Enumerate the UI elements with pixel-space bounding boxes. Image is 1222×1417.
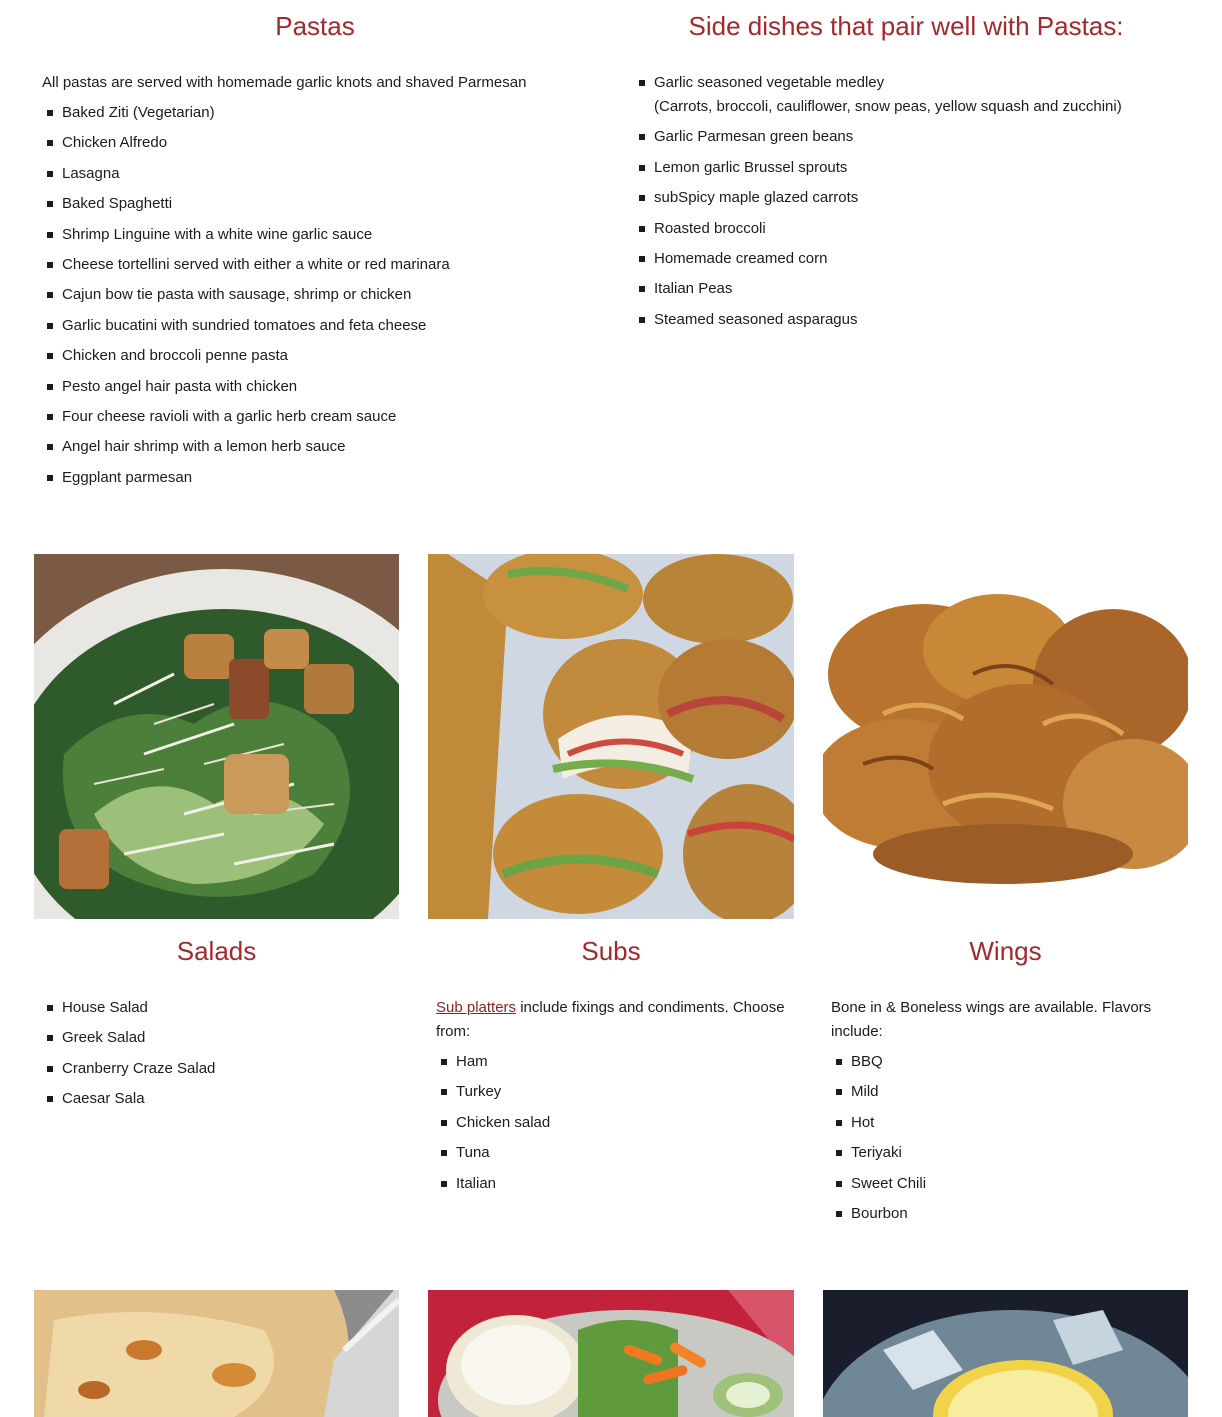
list-item: Eggplant parmesan (42, 466, 602, 490)
list-item: Chicken Alfredo (42, 131, 602, 155)
subs-heading: Subs (581, 936, 641, 966)
list-item: Italian (436, 1172, 786, 1196)
list-item: Bourbon (831, 1202, 1181, 1226)
list-item: Baked Ziti (Vegetarian) (42, 101, 602, 125)
list-item: Roasted broccoli (634, 217, 1204, 241)
list-item: Cajun bow tie pasta with sausage, shrimp or chicken (42, 283, 602, 307)
list-item: Baked Spaghetti (42, 192, 602, 216)
list-item: Lemon garlic Brussel sprouts (634, 156, 1204, 180)
wings-intro: Bone in & Boneless wings are available. Flavors include: (831, 999, 1152, 1040)
list-item: Lasagna (42, 162, 602, 186)
list-item: Caesar Sala (42, 1087, 397, 1111)
list-item: Tuna (436, 1141, 786, 1165)
pizza-photo (34, 1290, 399, 1417)
list-item: Greek Salad (42, 1026, 397, 1050)
veggie-tray-photo (428, 1290, 794, 1417)
list-item: Cheese tortellini served with either a white or red marinara (42, 253, 602, 277)
list-item: Chicken salad (436, 1111, 786, 1135)
sides-heading: Side dishes that pair well with Pastas: (688, 11, 1124, 41)
pastas-heading: Pastas (275, 11, 355, 41)
side-item-note: (Carrots, broccoli, cauliflower, snow peas, yellow squash and zucchini) (654, 98, 1122, 115)
list-item: Teriyaki (831, 1141, 1181, 1165)
list-item: House Salad (42, 996, 397, 1020)
list-item: Steamed seasoned asparagus (634, 308, 1204, 332)
list-item: Angel hair shrimp with a lemon herb sauce (42, 435, 602, 459)
list-item: Hot (831, 1111, 1181, 1135)
list-item: Pesto angel hair pasta with chicken (42, 375, 602, 399)
side-item-label: Garlic seasoned vegetable medley (654, 74, 885, 91)
subs-photo (428, 554, 794, 919)
lemonade-photo (823, 1290, 1188, 1417)
list-item (634, 71, 1204, 119)
salad-photo (34, 554, 399, 919)
list-item: Italian Peas (634, 277, 1204, 301)
list-item: Mild (831, 1080, 1181, 1104)
list-item: Cranberry Craze Salad (42, 1057, 397, 1081)
pastas-list (42, 101, 602, 496)
sub-platters-link[interactable]: Sub platters (436, 999, 517, 1016)
sides-list (634, 71, 1204, 338)
list-item: Homemade creamed corn (634, 247, 1204, 271)
subs-intro (436, 996, 786, 1044)
list-item: Ham (436, 1050, 786, 1074)
wings-heading: Wings (969, 936, 1042, 966)
salads-list (42, 996, 397, 1118)
list-item: Turkey (436, 1080, 786, 1104)
list-item: Chicken and broccoli penne pasta (42, 344, 602, 368)
subs-list (436, 1050, 786, 1202)
salads-heading: Salads (176, 936, 257, 966)
list-item: subSpicy maple glazed carrots (634, 186, 1204, 210)
wings-list (831, 1050, 1181, 1232)
list-item: Sweet Chili (831, 1172, 1181, 1196)
list-item: Four cheese ravioli with a garlic herb cream sauce (42, 405, 602, 429)
list-item: Garlic bucatini with sundried tomatoes and feta cheese (42, 314, 602, 338)
pastas-intro: All pastas are served with homemade garlic knots and shaved Parmesan (42, 74, 527, 91)
list-item: BBQ (831, 1050, 1181, 1074)
wings-photo (823, 554, 1188, 894)
subs-intro-text: include fixings and condiments. Choose from: (436, 999, 785, 1040)
list-item: Garlic Parmesan green beans (634, 125, 1204, 149)
list-item: Shrimp Linguine with a white wine garlic sauce (42, 223, 602, 247)
